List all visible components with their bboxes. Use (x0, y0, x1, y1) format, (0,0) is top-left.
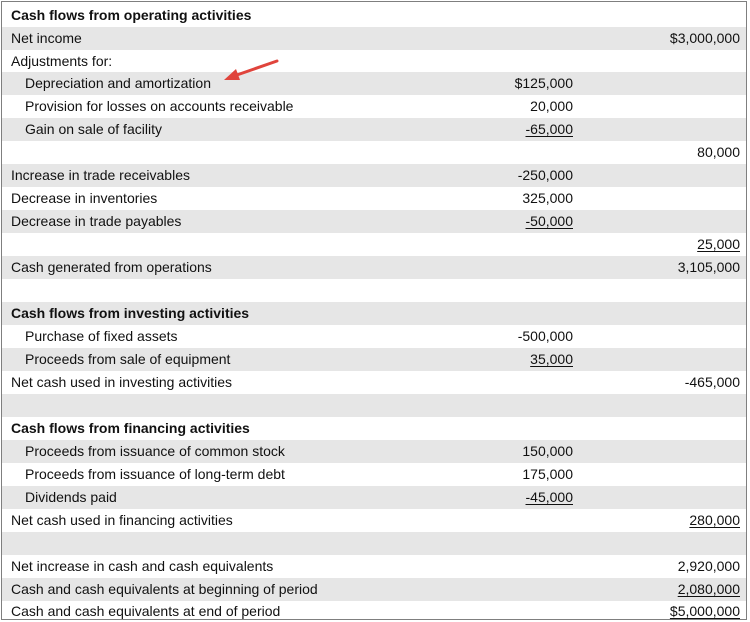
row-label: Adjustments for: (11, 53, 113, 69)
table-row (2, 325, 746, 348)
row-label: Proceeds from sale of equipment (25, 351, 231, 367)
row-label: Gain on sale of facility (25, 121, 162, 137)
total-value: $3,000,000 (669, 30, 740, 46)
table-row (2, 187, 746, 210)
table-row (2, 164, 746, 187)
line-value: 325,000 (522, 190, 573, 206)
table-row (2, 95, 746, 118)
row-label: Cash and cash equivalents at end of period (11, 603, 281, 619)
row-label: Proceeds from issuance of long-term debt (25, 466, 285, 482)
table-row (2, 118, 746, 141)
total-value: 25,000 (697, 236, 740, 252)
row-label: Cash flows from financing activities (11, 420, 250, 436)
total-value: 2,080,000 (677, 581, 740, 597)
line-value: 20,000 (530, 98, 573, 114)
line-value: -250,000 (517, 167, 573, 183)
subtotal-row (2, 233, 746, 256)
row-label: Proceeds from issuance of common stock (25, 443, 285, 459)
row-label: Cash flows from operating activities (11, 7, 252, 23)
row-label: Depreciation and amortization (25, 75, 211, 91)
line-value: 35,000 (530, 351, 573, 367)
table-row (2, 440, 746, 463)
subtotal-row (2, 141, 746, 164)
line-value: 150,000 (522, 443, 573, 459)
row-label: Net cash used in financing activities (11, 512, 233, 528)
red-arrow-icon (222, 57, 282, 83)
table-row (2, 578, 746, 601)
row-label: Net cash used in investing activities (11, 374, 232, 390)
row-label: Increase in trade receivables (11, 167, 190, 183)
table-row (2, 600, 746, 620)
section-header-investing (2, 302, 746, 325)
table-row (2, 72, 746, 95)
row-label: Cash flows from investing activities (11, 305, 250, 321)
table-row (2, 371, 746, 394)
row-label: Net increase in cash and cash equivalents (11, 558, 274, 574)
table-row (2, 348, 746, 371)
table-row (2, 555, 746, 578)
row-label: Provision for losses on accounts receivable (25, 98, 294, 114)
row-label: Net income (11, 30, 82, 46)
table-row (2, 463, 746, 486)
spacer-row (2, 532, 746, 555)
line-value: $125,000 (514, 75, 573, 91)
row-label: Decrease in inventories (11, 190, 158, 206)
row-label: Decrease in trade payables (11, 213, 182, 229)
line-value: -45,000 (525, 489, 573, 505)
row-label: Purchase of fixed assets (25, 328, 178, 344)
total-value: 280,000 (689, 512, 740, 528)
total-value: -465,000 (684, 374, 740, 390)
section-header-financing (2, 417, 746, 440)
table-row (2, 50, 746, 73)
total-value: 2,920,000 (677, 558, 740, 574)
row-label: Cash and cash equivalents at beginning of period (11, 581, 318, 597)
spacer-row (2, 394, 746, 417)
table-row (2, 509, 746, 532)
total-value: $5,000,000 (669, 603, 740, 619)
total-value: 80,000 (697, 144, 740, 160)
row-label: Dividends paid (25, 489, 117, 505)
table-row (2, 256, 746, 279)
cash-flow-statement (1, 1, 747, 620)
table-row (2, 486, 746, 509)
line-value: -50,000 (525, 213, 573, 229)
line-value: -65,000 (525, 121, 573, 137)
line-value: -500,000 (517, 328, 573, 344)
table-row (2, 27, 746, 50)
line-value: 175,000 (522, 466, 573, 482)
section-header-operating (2, 4, 746, 27)
table-row (2, 210, 746, 233)
row-label: Cash generated from operations (11, 259, 212, 275)
spacer-row (2, 279, 746, 302)
total-value: 3,105,000 (677, 259, 740, 275)
